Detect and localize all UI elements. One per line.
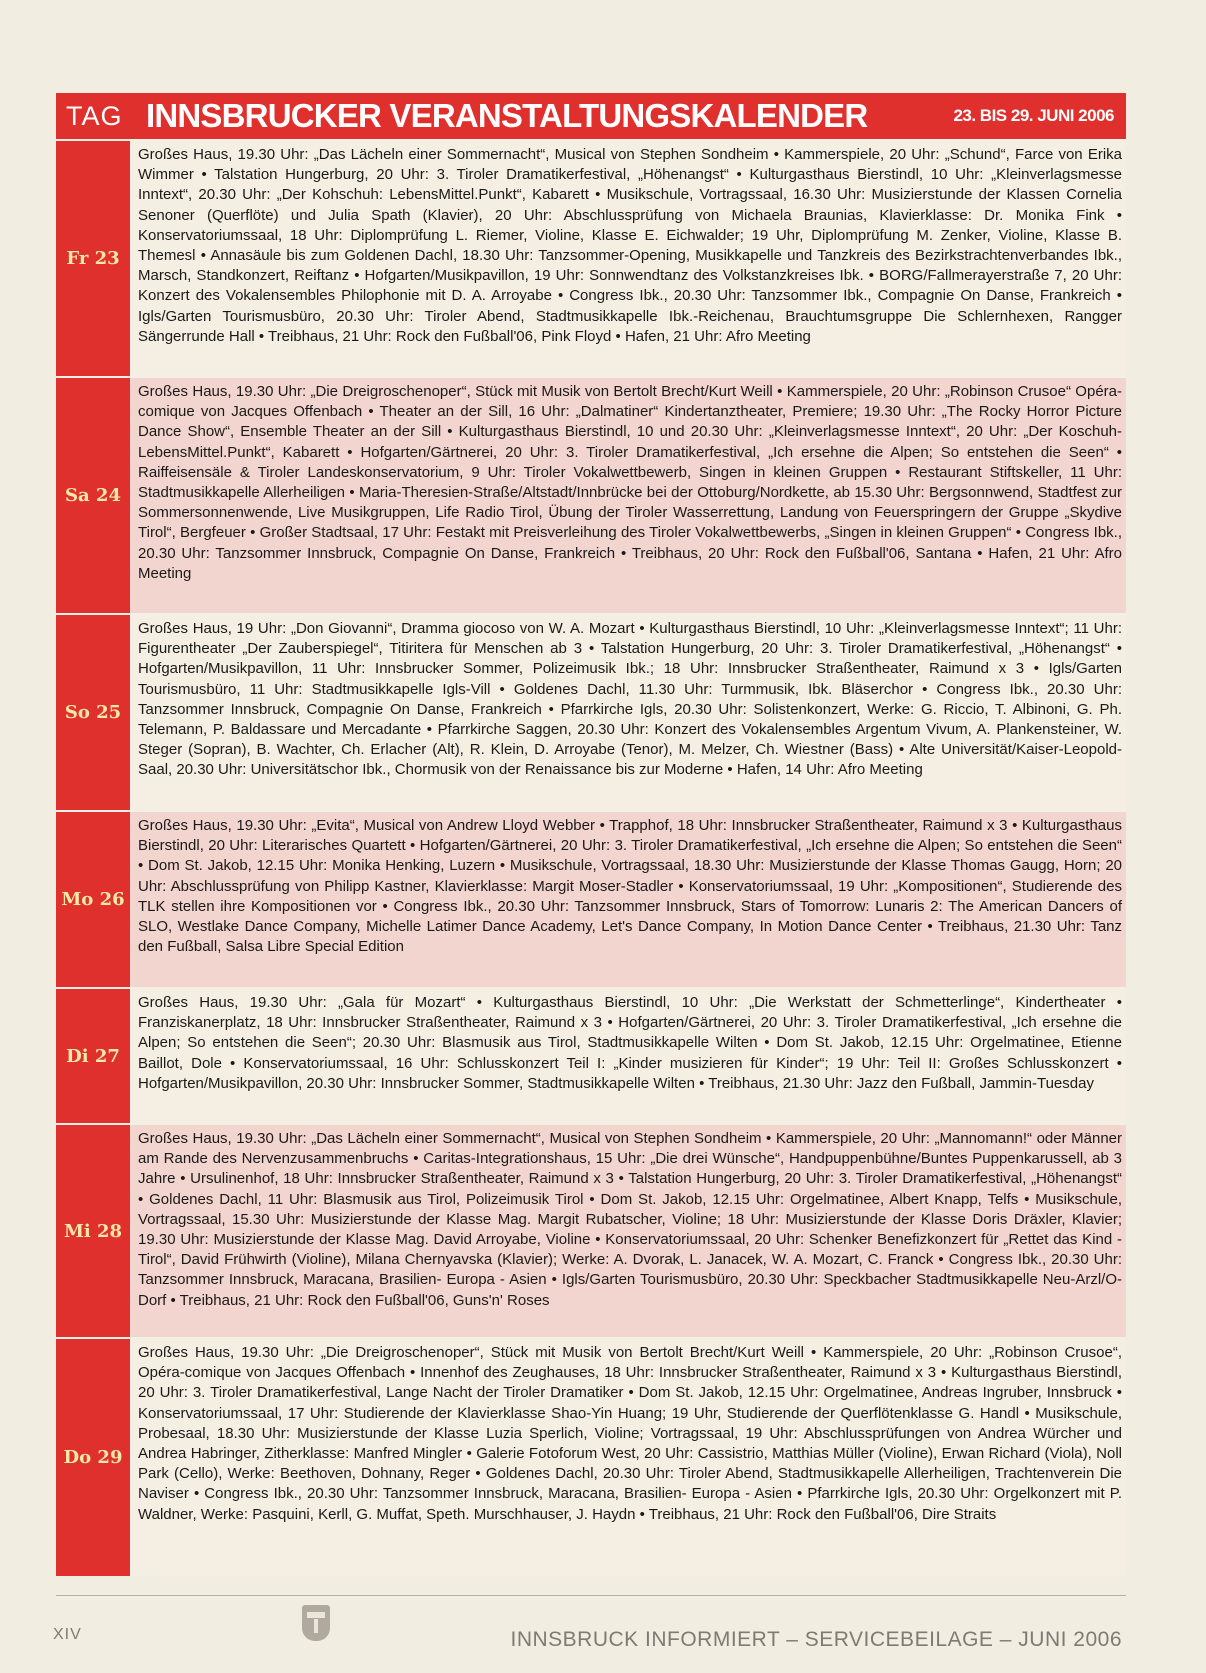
city-crest-icon xyxy=(302,1605,330,1641)
day-label: Do 29 xyxy=(56,1339,130,1576)
day-events: Großes Haus, 19.30 Uhr: „Evita“, Musical von Andrew Lloyd Webber • Trapphof, 18 Uhr: Innsbrucker Straßentheater, Raimund x 3 • Kulturgasthaus Bierstindl, 20 Uhr: Literarisches Quartett • Hofgarten/Gärtnerei, 20 Uhr: 3. Tiroler Dramatikerfestival, „Ich ersehne die Alpen; So entstehen die Seen“ • Dom St. Jakob, 12.15 Uhr: Monika Henking, Luzern • Musikschule, Vortragssaal, 18.30 Uhr: Musizierstunde der Klasse Thomas Gaugg, Horn; 20 Uhr: Abschlussprüfung von Philipp Kastner, Klavierklasse: Margit Moser-Stadler • Konservatoriumssaal, 19 Uhr: „Kompositionen“, Studierende des TLK stellen ihre Kompositionen vor • Congress Ibk., 20.30 Uhr: Tanzsommer Innsbruck, Stars of Tomorrow: Lunaris 2: The American Dancers of SLO, Westlake Dance Company, Michelle Latimer Dance Academy, Let's Dance Company, In Motion Dance Center • Treibhaus, 21.30 Uhr: Tanz den Fußball, Salsa Libre Special Edition xyxy=(130,812,1126,987)
day-label: Fr 23 xyxy=(56,141,130,376)
calendar-header xyxy=(56,93,1126,139)
day-row-fr-23 xyxy=(56,139,1126,376)
day-label: So 25 xyxy=(56,615,130,810)
day-label: Di 27 xyxy=(56,989,130,1123)
day-events: Großes Haus, 19 Uhr: „Don Giovanni“, Dramma giocoso von W. A. Mozart • Kulturgasthaus Bierstindl, 10 Uhr: „Kleinverlagsmesse Inntext“; 11 Uhr: Figurentheater „Der Zauberspiegel“, Titiritera für Menschen ab 3 • Talstation Hungerburg, 20 Uhr: 3. Tiroler Dramatikerfestival, „Höhenangst“ • Hofgarten/Musikpavillon, 11 Uhr: Innsbrucker Sommer, Polizeimusik Ibk.; 18 Uhr: Innsbrucker Straßentheater, Raimund x 3 • Igls/Garten Tourismusbüro, 11 Uhr: Stadtmusikkapelle Igls-Vill • Goldenes Dachl, 11.30 Uhr: Turmmusik, Ibk. Bläserchor • Congress Ibk., 20.30 Uhr: Tanzsommer Innsbruck, Compagnie On Danse, Frankreich • Pfarrkirche Igls, 20.30 Uhr: Solistenkonzert, Werke: G. Riccio, T. Albinoni, G. Ph. Telemann, P. Baldassare und Mercadante • Pfarrkirche Saggen, 20.30 Uhr: Konzert des Vokalensembles Argentum Vivum, A. Plankensteiner, W. Steger (Sopran), B. Wachter, Ch. Erlacher (Alt), R. Klein, D. Arroyabe (Tenor), M. Melzer, Ch. Wiestner (Bass) • Alte Universität/Kaiser-Leopold-Saal, 20.30 Uhr: Universitätschor Ibk., Chormusik von der Renaissance bis zur Moderne • Hafen, 14 Uhr: Afro Meeting xyxy=(130,615,1126,810)
day-label: Mi 28 xyxy=(56,1125,130,1337)
footer-divider xyxy=(56,1595,1126,1596)
date-range: 23. BIS 29. JUNI 2006 xyxy=(953,106,1114,125)
calendar-page xyxy=(56,93,1126,1576)
day-label: Mo 26 xyxy=(56,812,130,987)
day-label: Sa 24 xyxy=(56,378,130,613)
day-row-do-29 xyxy=(56,1337,1126,1576)
day-row-sa-24 xyxy=(56,376,1126,613)
day-row-mi-28 xyxy=(56,1123,1126,1337)
day-events: Großes Haus, 19.30 Uhr: „Das Lächeln einer Sommernacht“, Musical von Stephen Sondheim • Kammerspiele, 20 Uhr: „Mannomann!“ oder Männer am Rande des Nervenzusammenbruchs • Caritas-Integrationshaus, 15 Uhr: „Die drei Wünsche“, Handpuppenbühne/Buntes Puppenkarussell, ab 3 Jahre • Ursulinenhof, 18 Uhr: Innsbrucker Straßentheater, Raimund x 3 • Talstation Hungerburg, 20 Uhr: 3. Tiroler Dramatikerfestival, „Höhenangst“ • Goldenes Dachl, 11 Uhr: Blasmusik aus Tirol, Polizeimusik Tirol • Dom St. Jakob, 12.15 Uhr: Orgelmatinee, Albert Knapp, Telfs • Musikschule, Vortragssaal, 15.30 Uhr: Musizierstunde der Klasse Mag. Margit Rubatscher, Violine; 18 Uhr: Musizierstunde der Klasse Doris Dräxler, Klavier; 19.30 Uhr: Musizierstunde der Klasse Mag. David Arroyabe, Violine • Konservatoriumssaal, 20 Uhr: Schenker Benefizkonzert für „Rettet das Kind - Tirol“, David Frühwirth (Violine), Milana Chernyavska (Klavier); Werke: A. Dvorak, L. Janacek, W. A. Mozart, C. Franck • Congress Ibk., 20.30 Uhr: Tanzsommer Innsbruck, Maracana, Brasilien- Europa - Asien • Igls/Garten Tourismusbüro, 20.30 Uhr: Speckbacher Stadtmusikkapelle Neu-Arzl/O-Dorf • Treibhaus, 21 Uhr: Rock den Fußball'06, Guns'n' Roses xyxy=(130,1125,1126,1337)
day-events: Großes Haus, 19.30 Uhr: „Die Dreigroschenoper“, Stück mit Musik von Bertolt Brecht/Kurt Weill • Kammerspiele, 20 Uhr: „Robinson Crusoe“ Opéra-comique von Jacques Offenbach • Theater an der Sill, 16 Uhr: „Dalmatiner“ Kindertanztheater, Premiere; 19.30 Uhr: „The Rocky Horror Picture Dance Show“, Ensemble Theater an der Sill • Kulturgasthaus Bierstindl, 10 und 20.30 Uhr: „Kleinverlagsmesse Inntext“, 20 Uhr: „Der Koschuh-LebensMittel.Punkt“, Kabarett • Hofgarten/Gärtnerei, 20 Uhr: 3. Tiroler Dramatikerfestival, „Ich ersehne die Alpen; So entstehen die Seen“ • Raiffeisensäle & Tiroler Landeskonservatorium, 9 Uhr: Tiroler Vokalwettbewerb, Singen in kleinen Gruppen • Restaurant Stiftskeller, 11 Uhr: Stadtmusikkapelle Allerheiligen • Maria-Theresien-Straße/Altstadt/Innbrücke bei der Ottoburg/Nordkette, ab 15.30 Uhr: Bergsonnwend, Stadtfest zur Sommersonnenwende, Live Musikgruppen, Life Radio Tirol, Übung der Tiroler Wasserrettung, Landung von Feuerspringern der Gruppe „Skydive Tirol“, Bergfeuer • Großer Stadtsaal, 17 Uhr: Festakt mit Preisverleihung des Tiroler Vokalwettbewerbs, „Singen in kleinen Gruppen“ • Congress Ibk., 20.30 Uhr: Tanzsommer Innsbruck, Compagnie On Danse, Frankreich • Treibhaus, 20 Uhr: Rock den Fußball'06, Santana • Hafen, 21 Uhr: Afro Meeting xyxy=(130,378,1126,613)
header-tag: TAG xyxy=(66,100,123,131)
day-row-so-25 xyxy=(56,613,1126,810)
day-row-di-27 xyxy=(56,987,1126,1123)
day-row-mo-26 xyxy=(56,810,1126,987)
page-number: XIV xyxy=(53,1626,82,1643)
calendar-title: INNSBRUCKER VERANSTALTUNGSKALENDER xyxy=(146,97,868,134)
day-events: Großes Haus, 19.30 Uhr: „Gala für Mozart“ • Kulturgasthaus Bierstindl, 10 Uhr: „Die Werkstatt der Schmetterlinge“, Kindertheater • Franziskanerplatz, 18 Uhr: Innsbrucker Straßentheater, Raimund x 3 • Hofgarten/Gärtnerei, 20 Uhr: 3. Tiroler Dramatikerfestival, „Ich ersehne die Alpen; So entstehen die Seen“; 20.30 Uhr: Blasmusik aus Tirol, Stadtmusikkapelle Wilten • Dom St. Jakob, 12.15 Uhr: Orgelmatinee, Etienne Baillot, Dole • Konservatoriumssaal, 16 Uhr: Schlusskonzert Teil I: „Kinder musizieren für Kinder“; 19 Uhr: Teil II: Großes Schlusskonzert • Hofgarten/Musikpavillon, 20.30 Uhr: Innsbrucker Sommer, Stadtmusikkapelle Wilten • Treibhaus, 21.30 Uhr: Jazz den Fußball, Jammin-Tuesday xyxy=(130,989,1126,1123)
day-events: Großes Haus, 19.30 Uhr: „Die Dreigroschenoper“, Stück mit Musik von Bertolt Brecht/Kurt Weill • Kammerspiele, 20 Uhr: „Robinson Crusoe“, Opéra-comique von Jacques Offenbach • Innenhof des Zeughauses, 18 Uhr: Innsbrucker Straßentheater, Raimund x 3 • Kulturgasthaus Bierstindl, 20 Uhr: 3. Tiroler Dramatikerfestival, Lange Nacht der Tiroler Dramatiker • Dom St. Jakob, 12.15 Uhr: Orgelmatinee, Andreas Ingruber, Innsbruck • Konservatoriumssaal, 17 Uhr: Studierende der Klavierklasse Shao-Yin Huang; 19 Uhr, Studierende der Querflötenklasse G. Handl • Musikschule, Probesaal, 18.30 Uhr: Musizierstunde der Klasse Luzia Sperlich, Violine; Vortragssaal, 19 Uhr: Abschlussprüfungen von Andrea Würcher und Andrea Habringer, Zitherklasse: Manfred Mingler • Galerie Fotoforum West, 20 Uhr: Cassistrio, Matthias Müller (Violine), Erwan Richard (Viola), Noll Park (Cello), Werke: Beethoven, Dohnany, Reger • Goldenes Dachl, 20.30 Uhr: Tiroler Abend, Stadtmusikkapelle Allerheiligen, Trachtenverein Die Naviser • Congress Ibk., 20.30 Uhr: Tanzsommer Innsbruck, Maracana, Brasilien- Europa - Asien • Pfarrkirche Igls, 20.30 Uhr: Orgelkonzert mit P. Waldner, Werke: Pasquini, Kerll, G. Muffat, Speth. Murschhauser, J. Haydn • Treibhaus, 21 Uhr: Rock den Fußball'06, Dire Straits xyxy=(130,1339,1126,1576)
day-events: Großes Haus, 19.30 Uhr: „Das Lächeln einer Sommernacht“, Musical von Stephen Sondheim • Kammerspiele, 20 Uhr: „Schund“, Farce von Erika Wimmer • Talstation Hungerburg, 20 Uhr: 3. Tiroler Dramatikerfestival, „Höhenangst“ • Kulturgasthaus Bierstindl, 10 Uhr: „Kleinverlagsmesse Inntext“, 20.30 Uhr: „Der Kohschuh: LebensMittel.Punkt“, Kabarett • Musikschule, Vortragssaal, 16.30 Uhr: Musizierstunde der Klassen Cornelia Senoner (Querflöte) und Julia Spath (Klavier), 20 Uhr: Abschlussprüfung von Michaela Braunias, Klavierklasse: Dr. Monika Fink • Konservatoriumssaal, 18 Uhr: Diplomprüfung L. Riemer, Violine, Klasse E. Eichwalder; 19 Uhr, Diplomprüfung M. Zenker, Violine, Klasse B. Themesl • Annasäule bis zum Goldenen Dachl, 18.30 Uhr: Tanzsommer-Opening, Musikkapelle und Tanzkreis des Bezirkstrachtenverbandes Ibk., Marsch, Standkonzert, Reiftanz • Hofgarten/Musikpavillon, 19 Uhr: Sonnwendtanz des Volkstanzkreises Ibk. • BORG/Fallmerayerstraße 7, 20 Uhr: Konzert des Vokalensembles Philophonie mit D. A. Arroyabe • Congress Ibk., 20.30 Uhr: Tanzsommer Ibk., Compagnie On Danse, Frankreich • Igls/Garten Tourismusbüro, 20.30 Uhr: Tiroler Abend, Stadtmusikkapelle Ibk.-Reichenau, Brauchtumsgruppe Die Schlernhexen, Rangger Sängerrunde Hall • Treibhaus, 21 Uhr: Rock den Fußball'06, Pink Floyd • Hafen, 21 Uhr: Afro Meeting xyxy=(130,141,1126,376)
publication-title: INNSBRUCK INFORMIERT – SERVICEBEILAGE – JUNI 2006 xyxy=(510,1628,1122,1651)
